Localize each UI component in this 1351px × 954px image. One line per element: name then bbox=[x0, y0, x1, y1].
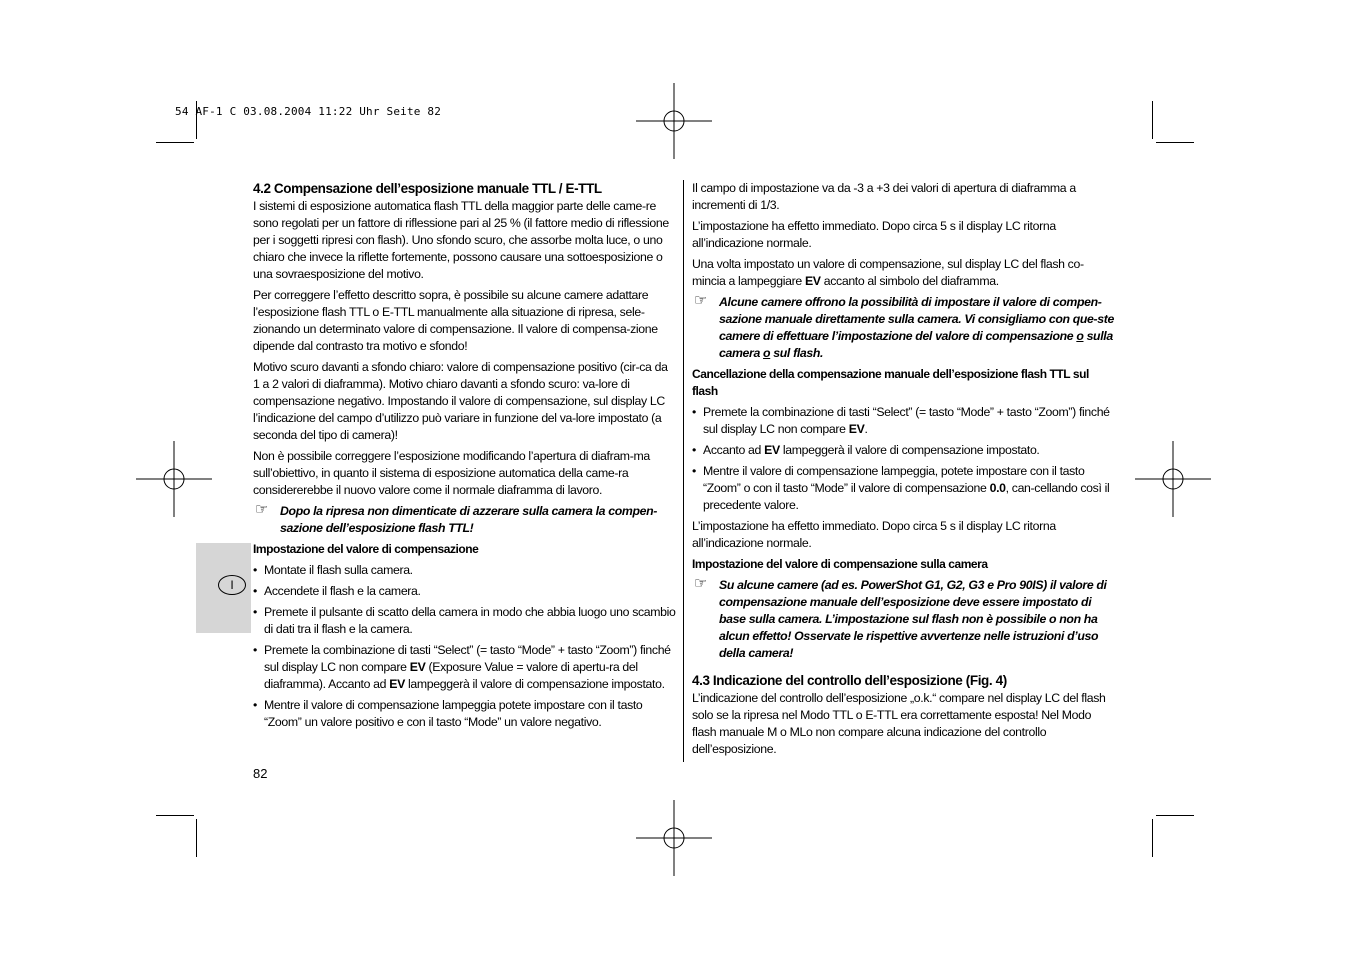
list-item: • Premete il pulsante di scatto della camera in modo che abbia luogo uno scambio di dati tra il flash e la camera. bbox=[253, 604, 676, 638]
crop-mark bbox=[156, 815, 194, 816]
zero-value: 0.0 bbox=[989, 481, 1006, 495]
list-item bbox=[692, 442, 1115, 459]
list-item-text: Mentre il valore di compensazione lampeggia, potete impostare con il tasto “Zoom” o con il tasto “Mode” il valore di compensazione bbox=[703, 464, 1085, 495]
list-item bbox=[253, 642, 676, 693]
list-item-text: . bbox=[864, 422, 868, 436]
underlined-o: o bbox=[763, 346, 771, 360]
list-item-text: Premete la combinazione di tasti “Select” (= tasto “Mode” + tasto “Zoom”) finché sul display LC non compare bbox=[703, 405, 1110, 436]
paragraph: Motivo scuro davanti a sfondo chiaro: valore di compensazione positivo (cir-ca da 1 a 2 valori di diaframma). Motivo chiaro davanti a sfondo scuro: va-lore di compensazione negativo. Impostando il valore di compensazione, sul display LC l’indicazione del campo d’utilizzo può variare in funzione del va-lore impostato (a seconda del tipo di camera)! bbox=[253, 360, 668, 442]
list-item-text: Accanto ad bbox=[703, 443, 765, 457]
paragraph bbox=[692, 256, 1115, 290]
print-header: 54 AF-1 C 03.08.2004 11:22 Uhr Seite 82 bbox=[175, 105, 442, 118]
ev-label: EV bbox=[764, 443, 780, 457]
list-item-text: Premete la combinazione di tasti “Select” (= tasto “Mode” + tasto “Zoom”) finché sul display LC non compare bbox=[264, 643, 671, 674]
crop-mark bbox=[196, 819, 197, 857]
list-item-text: (Exposure Value = valore di apertu-ra del diaframma). Accanto ad bbox=[264, 660, 638, 691]
registration-mark-top bbox=[636, 83, 712, 159]
pointing-hand-icon: ☞ bbox=[694, 575, 708, 592]
section-heading-4-3: 4.3 Indicazione del controllo dell’esposizione (Fig. 4) bbox=[692, 673, 1007, 688]
paragraph-text: accanto al simbolo del diaframma. bbox=[820, 274, 999, 288]
list-item: • Accendete il flash e la camera. bbox=[253, 583, 676, 600]
paragraph: L’impostazione ha effetto immediato. Dopo circa 5 s il display LC ritorna all’indicazione normale. bbox=[692, 219, 1056, 250]
crop-mark bbox=[156, 142, 194, 143]
page-number: 82 bbox=[253, 766, 268, 781]
subheading: Cancellazione della compensazione manuale dell’esposizione flash TTL sul flash bbox=[692, 367, 1089, 398]
paragraph: I sistemi di esposizione automatica flash TTL della maggior parte delle came-re sono regolati per un fattore di riflessione pari al 25 % (il fattore medio di riflessione per i soggetti ripresi con flash). Uno sfondo scuro, che assorbe molta luce, o uno chiaro che invece la riflette fortemente, possono causare una sottoesposizione o una sovraesposizione del motivo. bbox=[253, 199, 669, 281]
registration-mark-right bbox=[1135, 441, 1211, 517]
crop-mark bbox=[1156, 815, 1194, 816]
crop-mark bbox=[1152, 819, 1153, 857]
subheading: Impostazione del valore di compensazione sulla camera bbox=[692, 557, 988, 571]
pointing-hand-icon: ☞ bbox=[255, 501, 269, 518]
pointing-hand-icon: ☞ bbox=[694, 292, 708, 309]
list-item bbox=[692, 463, 1115, 514]
section-heading-4-2: 4.2 Compensazione dell’esposizione manuale TTL / E-TTL bbox=[253, 181, 602, 196]
ev-label: EV bbox=[409, 660, 426, 674]
ev-label: EV bbox=[848, 422, 865, 436]
ev-label: EV bbox=[804, 274, 821, 288]
note-text: Su alcune camere (ad es. PowerShot G1, G2, G3 e Pro 90IS) il valore di compensazione manuale dell’esposizione deve essere impostato di base sulla camera. L’impostazione sul flash non è possibile o non ha alcun effetto! Osservate le rispettive avvertenze nelle istruzioni d’uso della camera! bbox=[719, 578, 1107, 660]
list-item: • Mentre il valore di compensazione lampeggia potete impostare con il tasto “Zoom” un valore positivo e con il tasto “Mode” un valore negativo. bbox=[253, 697, 676, 731]
list-item: • Montate il flash sulla camera. bbox=[253, 562, 676, 579]
paragraph: Per correggere l’effetto descritto sopra, è possibile su alcune camere adattare l’esposizione flash TTL o E-TTL manualmente alla situazione di ripresa, sele-zionando un determinato valore di compensazione. Il valore di compensa-zione dipende dal contrasto tra motivo e sfondo! bbox=[253, 288, 658, 353]
list-item-text: , can-cellando così il precedente valore. bbox=[703, 481, 1110, 512]
crop-mark bbox=[1152, 101, 1153, 139]
list-item bbox=[692, 404, 1115, 438]
paragraph: Non è possibile correggere l’esposizione modificando l’apertura di diafram-ma sull’obiettivo, in quanto il sistema di esposizione automatica della came-ra considererebbe il nuovo valore come il normale diaframma di lavoro. bbox=[253, 449, 650, 497]
list-item-text: lampeggerà il valore di compensazione impostato. bbox=[404, 677, 665, 691]
left-column bbox=[253, 180, 676, 735]
crop-mark bbox=[1156, 142, 1194, 143]
ev-label: EV bbox=[389, 677, 405, 691]
paragraph: Il campo di impostazione va da -3 a +3 dei valori di apertura di diaframma a incrementi di 1/3. bbox=[692, 181, 1076, 212]
column-divider bbox=[683, 180, 684, 762]
note bbox=[253, 503, 676, 537]
subheading: Impostazione del valore di compensazione bbox=[253, 542, 479, 556]
note-text: Alcune camere offrono la possibilità di impostare il valore di compen-sazione manuale direttamente sulla camera. Vi consigliamo con que-ste camere di effettuare l’impostazione del valore di compensazione bbox=[719, 295, 1114, 343]
list-item-text: lampeggerà il valore di compensazione impostato. bbox=[779, 443, 1040, 457]
note-text: Dopo la ripresa non dimenticate di azzerare sulla camera la compen-sazione dell’esposizione flash TTL! bbox=[280, 504, 658, 535]
note-text: sul flash. bbox=[770, 346, 824, 360]
right-column bbox=[692, 180, 1115, 762]
paragraph: L’indicazione del controllo dell’esposizione „o.k.“ compare nel display LC del flash solo se la ripresa nel Modo TTL o E-TTL era correttamente esposta! Nel Modo flash manuale M o MLo non compare alcuna indicazione del controllo dell’esposizione. bbox=[692, 691, 1106, 756]
note bbox=[692, 577, 1115, 662]
underlined-o: o bbox=[1076, 329, 1084, 343]
paragraph-text: Una volta impostato un valore di compensazione, sul display LC del flash co-mincia a lampeggiare bbox=[692, 257, 1084, 288]
language-tab-letter: I bbox=[218, 575, 246, 595]
note bbox=[692, 294, 1115, 362]
paragraph: L’impostazione ha effetto immediato. Dopo circa 5 s il display LC ritorna all’indicazione normale. bbox=[692, 519, 1056, 550]
registration-mark-left bbox=[136, 441, 212, 517]
registration-mark-bottom bbox=[636, 800, 712, 876]
note-text: sulla camera bbox=[719, 329, 1113, 360]
